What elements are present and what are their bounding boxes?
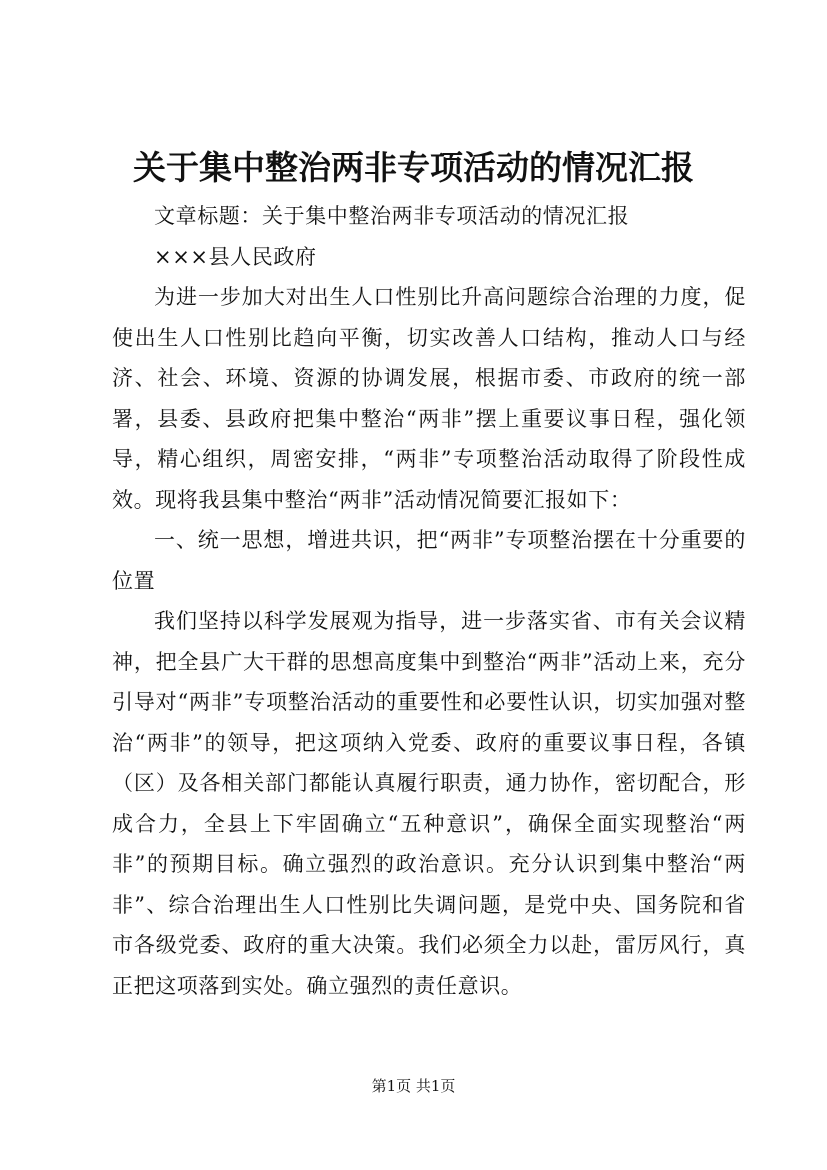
paragraph-intro: 为进一步加大对出生人口性别比升高问题综合治理的力度，促使出生人口性别比趋向平衡，切实改善人口结构，推动人口与经济、社会、环境、资源的协调发展，根据市委、市政府的统一部署，县委、县政府把集中整治“两非”摆上重要议事日程，强化领导，精心组织，周密安排，“两非”专项整治活动取得了阶段性成效。现将我县集中整治“两非”活动情况简要汇报如下：: [112, 285, 746, 512]
page-number-footer: 第1页 共1页: [371, 1077, 456, 1095]
section-heading-1: 一、统一思想，增进共识，把“两非”专项整治摆在十分重要的位置: [112, 528, 746, 593]
paragraph-section-1: 我们坚持以科学发展观为指导，进一步落实省、市有关会议精神，把全县广大干群的思想高度集中到整治“两非”活动上来，充分引导对“两非”专项整治活动的重要性和必要性认识，切实加强对整治“两非”的领导，把这项纳入党委、政府的重要议事日程，各镇（区）及各相关部门都能认真履行职责，通力协作，密切配合，形成合力，全县上下牢固确立“五种意识”，确保全面实现整治“两非”的预期目标。确立强烈的政治意识。充分认识到集中整治“两非”、综合治理出生人口性别比失调问题，是党中央、国务院和省市各级党委、政府的重大决策。我们必须全力以赴，雷厉风行，真正把这项落到实处。确立强烈的责任意识。: [112, 609, 746, 998]
author-line: ×××县人民政府: [154, 244, 317, 269]
document-body: [112, 196, 746, 1006]
article-title-line: 文章标题：关于集中整治两非专项活动的情况汇报: [154, 204, 630, 228]
document-title: 关于集中整治两非专项活动的情况汇报: [133, 148, 694, 187]
